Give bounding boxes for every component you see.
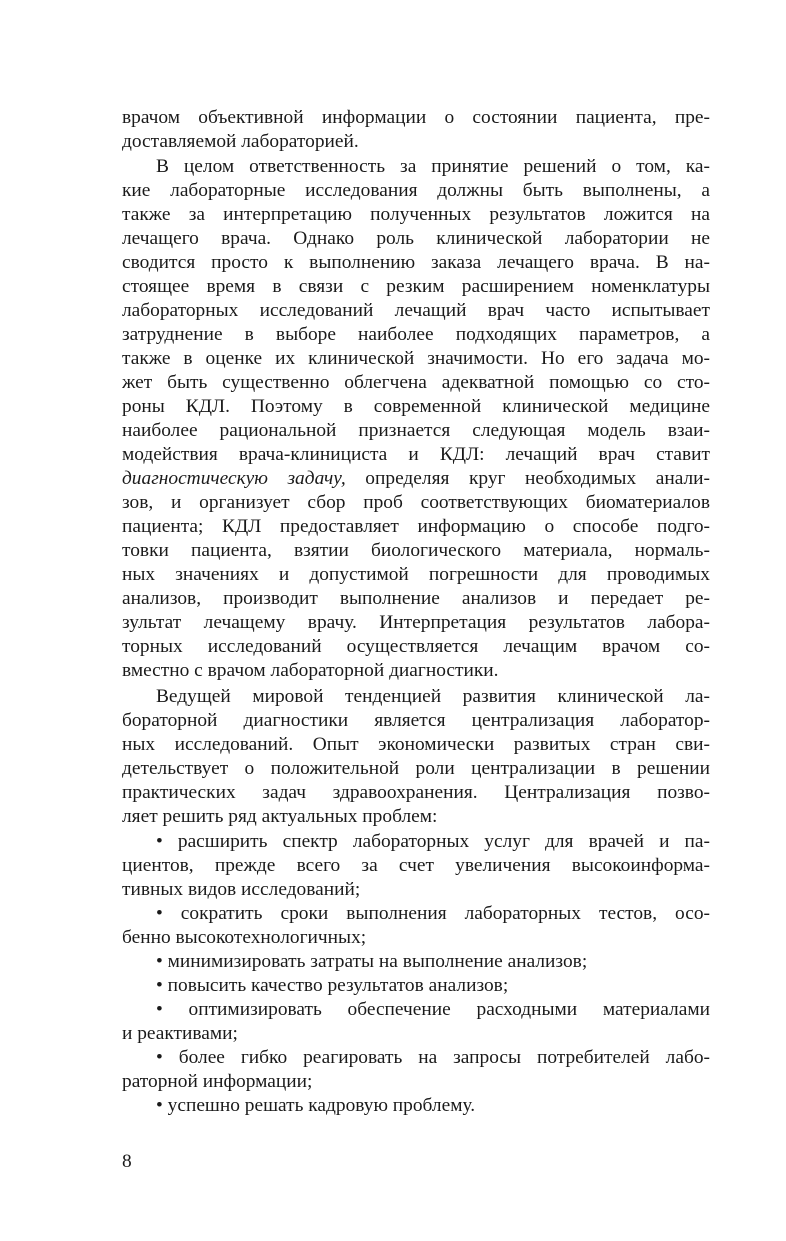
text-line: детельствует о положительной роли централизации в решении	[122, 758, 710, 779]
text-line: и реактивами;	[122, 1023, 238, 1044]
text-line: также за интерпретацию полученных результатов ложится на	[122, 204, 710, 225]
text-line	[122, 467, 710, 491]
text-line: стоящее время в связи с резким расширением номенклатуры	[122, 276, 710, 297]
text-line: тивных видов исследований;	[122, 879, 361, 900]
bullet-item: • более гибко реагировать на запросы потребителей лабо-	[156, 1047, 710, 1068]
bullet-item: • успешно решать кадровую проблему.	[156, 1095, 476, 1116]
text-line: жет быть существенно облегчена адекватной помощью со сто-	[122, 372, 710, 393]
text-line: вместно с врачом лабораторной диагностики.	[122, 660, 499, 681]
text-line: роны КДЛ. Поэтому в современной клинической медицине	[122, 396, 710, 417]
bullet-item: • оптимизировать обеспечение расходными материалами	[156, 999, 710, 1020]
text-line: циентов, прежде всего за счет увеличения высокоинформа-	[122, 855, 710, 876]
text-line: затруднение в выборе наиболее подходящих параметров, а	[122, 324, 710, 345]
text-line: кие лабораторные исследования должны быть выполнены, а	[122, 180, 710, 201]
bullet-item: • расширить спектр лабораторных услуг для врачей и па-	[156, 831, 710, 852]
text-line: сводится просто к выполнению заказа лечащего врача. В на-	[122, 252, 710, 273]
text-line: бенно высокотехнологичных;	[122, 927, 367, 948]
text-line: доставляемой лабораторией.	[122, 131, 359, 152]
bullet-item: • сократить сроки выполнения лабораторных тестов, осо-	[156, 903, 710, 924]
text-span: определяя круг необходимых анали-	[345, 468, 710, 489]
text-line: врачом объективной информации о состоянии пациента, пре-	[122, 107, 710, 128]
text-line: Ведущей мировой тенденцией развития клинической ла-	[156, 686, 710, 707]
text-line: наиболее рациональной признается следующая модель взаи-	[122, 420, 710, 441]
page-number: 8	[122, 1151, 132, 1172]
bullet-item: • повысить качество результатов анализов;	[156, 975, 509, 996]
text-line: практических задач здравоохранения. Централизация позво-	[122, 782, 710, 803]
text-line: зультат лечащему врачу. Интерпретация результатов лабора-	[122, 612, 710, 633]
text-line: ных исследований. Опыт экономически развитых стран сви-	[122, 734, 710, 755]
bullet-item: • минимизировать затраты на выполнение анализов;	[156, 951, 588, 972]
text-line: зов, и организует сбор проб соответствующих биоматериалов	[122, 492, 710, 513]
italic-term: диагностическую задачу,	[122, 468, 346, 489]
text-line: торных исследований осуществляется лечащим врачом со-	[122, 636, 710, 657]
text-line: модействия врача-клинициста и КДЛ: лечащий врач ставит	[122, 444, 710, 465]
text-line: бораторной диагностики является централизация лаборатор-	[122, 710, 710, 731]
text-line: пациента; КДЛ предоставляет информацию о способе подго-	[122, 516, 710, 537]
text-line: также в оценке их клинической значимости. Но его задача мо-	[122, 348, 710, 369]
text-line: лечащего врача. Однако роль клинической лаборатории не	[122, 228, 710, 249]
text-line: анализов, производит выполнение анализов и передает ре-	[122, 588, 710, 609]
text-line: лабораторных исследований лечащий врач часто испытывает	[122, 300, 710, 321]
text-line: товки пациента, взятии биологического материала, нормаль-	[122, 540, 710, 561]
text-line: ляет решить ряд актуальных проблем:	[122, 806, 438, 827]
text-line: раторной информации;	[122, 1071, 313, 1092]
text-line: ных значениях и допустимой погрешности для проводимых	[122, 564, 710, 585]
text-line: В целом ответственность за принятие решений о том, ка-	[156, 156, 710, 177]
